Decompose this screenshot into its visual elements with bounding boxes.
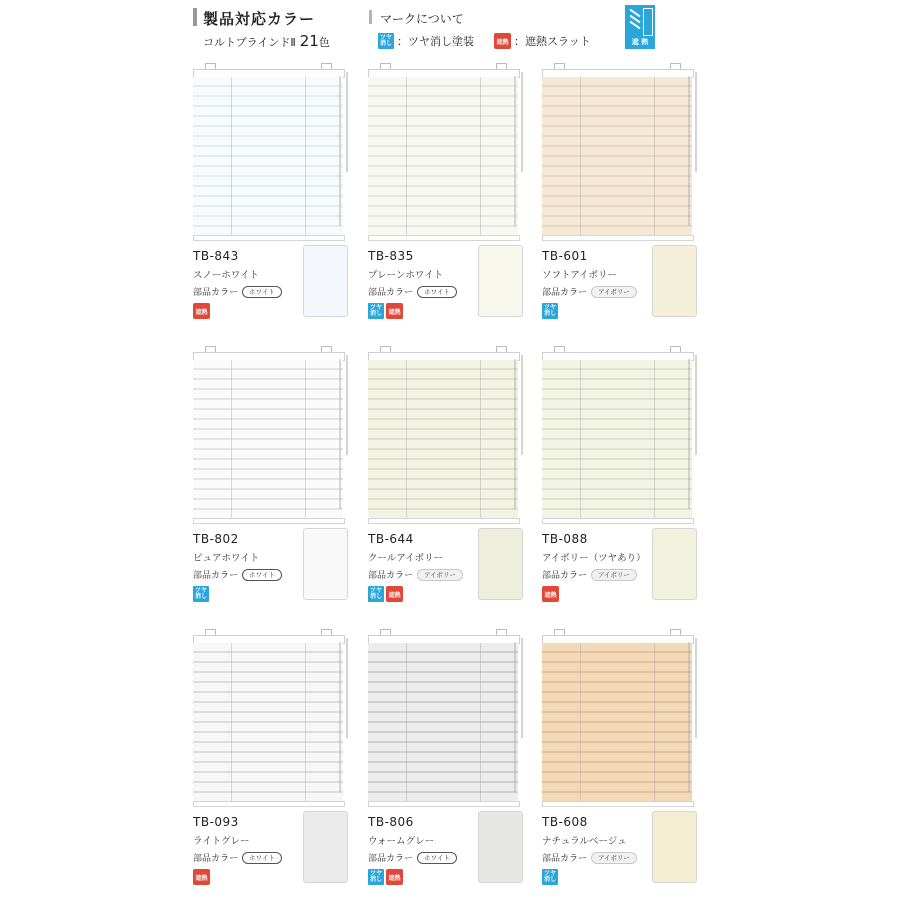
bottom-rail [368, 801, 520, 807]
color-name: ピュアホワイト [193, 553, 260, 564]
tsuya-badge-icon: ツヤ消し [379, 34, 392, 47]
lift-cord [688, 76, 690, 226]
shanetsu-badge-icon: 遮熱 [386, 586, 403, 602]
tsuya-badge-icon: ツヤ消し [543, 870, 556, 883]
shanetsu-badge-icon: 遮熱 [386, 869, 403, 885]
parts-color-label: 部品カラー [542, 571, 588, 581]
product-code: TB-088 [542, 532, 588, 546]
tsuya-badge-icon: ツヤ消し [369, 870, 382, 883]
bottom-rail [542, 801, 694, 807]
parts-color-label: 部品カラー [193, 854, 239, 864]
parts-color-row [368, 285, 457, 298]
product-card[interactable] [542, 345, 702, 610]
tilt-wand [695, 355, 697, 455]
parts-color-pill: ホワイト [242, 286, 282, 298]
parts-color-label: 部品カラー [368, 571, 414, 581]
color-swatch [478, 245, 523, 317]
product-card[interactable] [368, 345, 528, 610]
ladder-cord [654, 77, 655, 235]
lift-cord [514, 642, 516, 792]
legend-tsuya [378, 33, 474, 49]
ladder-cord [406, 360, 407, 518]
blind-slats [193, 643, 343, 801]
feature-badges [368, 586, 403, 602]
blind-image [542, 628, 702, 808]
color-swatch [303, 245, 348, 317]
shanetsu-badge-icon: 遮熱 [542, 586, 559, 602]
shanetsu-badge-icon: 遮熱 [193, 869, 210, 885]
color-count: 21 [299, 32, 319, 50]
parts-color-label: 部品カラー [368, 288, 414, 298]
parts-color-pill: アイボリー [591, 569, 637, 581]
feature-badges [368, 869, 403, 885]
color-swatch [652, 528, 697, 600]
parts-color-label: 部品カラー [542, 288, 588, 298]
feature-badges [368, 303, 403, 319]
feature-badges [193, 303, 210, 319]
bottom-rail [542, 235, 694, 241]
shanetsu-badge-icon: 遮熱 [386, 303, 403, 319]
parts-color-label: 部品カラー [193, 288, 239, 298]
color-name: ライトグレー [193, 836, 250, 847]
color-name: ソフトアイボリー [542, 270, 617, 281]
product-code: TB-601 [542, 249, 588, 263]
tilt-wand [521, 72, 523, 172]
product-card[interactable] [368, 628, 528, 893]
ladder-cord [231, 77, 232, 235]
window-icon [643, 8, 653, 36]
parts-color-row [542, 851, 637, 864]
parts-color-row [368, 851, 457, 864]
product-card[interactable] [193, 62, 353, 327]
lift-cord [514, 359, 516, 509]
feature-badges [542, 303, 558, 319]
bottom-rail [368, 235, 520, 241]
bottom-rail [542, 518, 694, 524]
ladder-cord [654, 643, 655, 801]
parts-color-row [542, 285, 637, 298]
parts-color-pill: ホワイト [417, 852, 457, 864]
legend-title: マークについて [380, 12, 464, 26]
parts-color-pill: アイボリー [591, 852, 637, 864]
color-swatch [303, 528, 348, 600]
parts-color-label: 部品カラー [193, 571, 239, 581]
ladder-cord [231, 643, 232, 801]
legend-shanetsu [494, 33, 591, 49]
legend-accent-bar [369, 10, 372, 24]
tilt-wand [521, 355, 523, 455]
heat-shield-label: 遮 熱 [631, 38, 649, 46]
parts-color-row [542, 568, 637, 581]
parts-color-pill: ホワイト [242, 852, 282, 864]
bottom-rail [193, 801, 345, 807]
color-swatch [652, 245, 697, 317]
blind-image [193, 628, 353, 808]
shanetsu-badge-icon: 遮熱 [494, 33, 511, 49]
lift-cord [688, 359, 690, 509]
ladder-cord [406, 77, 407, 235]
legend-shanetsu-text: ：遮熱スラット [514, 35, 591, 48]
product-code: TB-802 [193, 532, 239, 546]
blind-slats [368, 360, 518, 518]
parts-color-row [193, 568, 282, 581]
product-card[interactable] [193, 628, 353, 893]
blind-slats [368, 643, 518, 801]
tilt-wand [695, 72, 697, 172]
product-card[interactable] [542, 628, 702, 893]
parts-color-pill: アイボリー [417, 569, 463, 581]
feature-badges [193, 586, 209, 602]
ladder-cord [580, 77, 581, 235]
blind-image [193, 62, 353, 242]
blind-image [542, 345, 702, 525]
color-swatch [652, 811, 697, 883]
product-card[interactable] [368, 62, 528, 327]
tsuya-badge-icon: ツヤ消し [194, 587, 207, 600]
blind-slats [542, 77, 692, 235]
product-code: TB-806 [368, 815, 414, 829]
color-count-unit: 色 [318, 36, 330, 49]
tilt-wand [521, 638, 523, 738]
color-name: ナチュラルベージュ [542, 836, 627, 847]
blind-slats [193, 77, 343, 235]
blind-image [368, 345, 528, 525]
bottom-rail [193, 518, 345, 524]
tilt-wand [695, 638, 697, 738]
product-name: コルトブラインドⅡ [203, 36, 296, 49]
bottom-rail [193, 235, 345, 241]
product-card[interactable] [542, 62, 702, 327]
parts-color-label: 部品カラー [542, 854, 588, 864]
product-card[interactable] [193, 345, 353, 610]
feature-badges [193, 869, 210, 885]
color-name: クールアイボリー [368, 553, 443, 564]
page-title: 製品対応カラー [203, 10, 316, 28]
legend-tsuya-text: ：ツヤ消し塗装 [397, 35, 474, 48]
ladder-cord [305, 643, 306, 801]
ladder-cord [480, 77, 481, 235]
blind-image [368, 62, 528, 242]
product-code: TB-608 [542, 815, 588, 829]
color-name: スノーホワイト [193, 270, 259, 281]
ladder-cord [654, 360, 655, 518]
blind-slats [368, 77, 518, 235]
product-code: TB-093 [193, 815, 239, 829]
page-subtitle [203, 32, 330, 50]
parts-color-pill: ホワイト [417, 286, 457, 298]
shanetsu-badge-icon: 遮熱 [193, 303, 210, 319]
tsuya-badge-icon: ツヤ消し [369, 587, 382, 600]
color-name: プレーンホワイト [368, 270, 444, 281]
tilt-wand [346, 72, 348, 172]
lift-cord [339, 642, 341, 792]
blind-image [542, 62, 702, 242]
blind-slats [542, 360, 692, 518]
ladder-cord [580, 360, 581, 518]
ladder-cord [406, 643, 407, 801]
blind-image [193, 345, 353, 525]
blind-image [368, 628, 528, 808]
color-swatch [478, 528, 523, 600]
product-code: TB-835 [368, 249, 414, 263]
color-swatch [478, 811, 523, 883]
ladder-cord [305, 77, 306, 235]
product-code: TB-843 [193, 249, 239, 263]
blind-slats [542, 643, 692, 801]
lift-cord [339, 76, 341, 226]
tilt-wand [346, 638, 348, 738]
lift-cord [514, 76, 516, 226]
ladder-cord [480, 360, 481, 518]
lift-cord [339, 359, 341, 509]
color-swatch [303, 811, 348, 883]
color-name: ウォームグレー [368, 836, 435, 847]
ladder-cord [580, 643, 581, 801]
parts-color-row [193, 285, 282, 298]
heat-shield-icon [625, 5, 655, 49]
ladder-cord [305, 360, 306, 518]
blind-slats [193, 360, 343, 518]
lift-cord [688, 642, 690, 792]
parts-color-pill: ホワイト [242, 569, 282, 581]
ladder-cord [231, 360, 232, 518]
bottom-rail [368, 518, 520, 524]
parts-color-row [368, 568, 463, 581]
product-code: TB-644 [368, 532, 414, 546]
tsuya-badge-icon: ツヤ消し [543, 304, 556, 317]
feature-badges [542, 869, 558, 885]
parts-color-label: 部品カラー [368, 854, 414, 864]
color-name: アイボリー（ツヤあり） [542, 553, 646, 564]
feature-badges [542, 586, 559, 602]
parts-color-pill: アイボリー [591, 286, 637, 298]
parts-color-row [193, 851, 282, 864]
tilt-wand [346, 355, 348, 455]
tsuya-badge-icon: ツヤ消し [369, 304, 382, 317]
ladder-cord [480, 643, 481, 801]
title-accent-bar [193, 8, 197, 26]
